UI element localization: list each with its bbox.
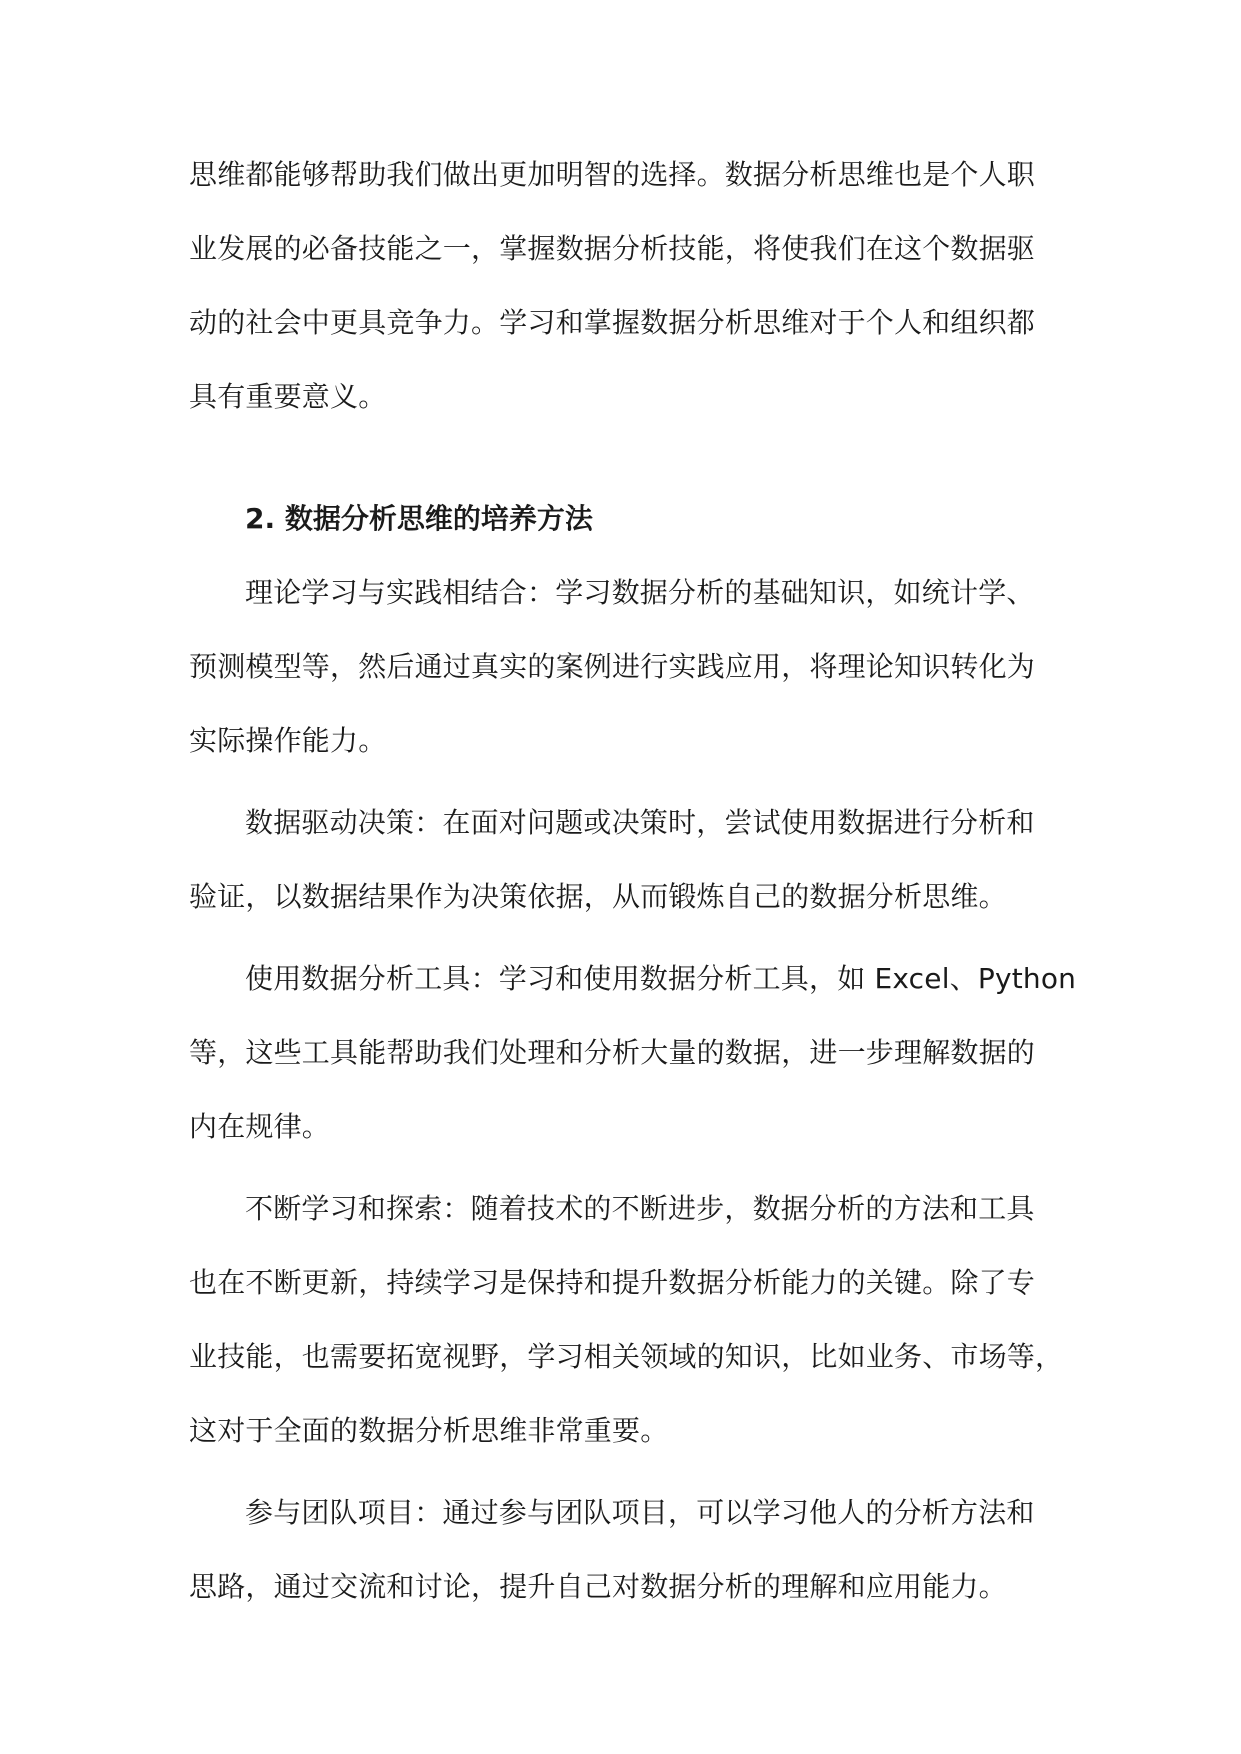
text-line: 使用数据分析工具：学习和使用数据分析工具，如 Excel、Python [245, 962, 1077, 995]
text-line: 业发展的必备技能之一，掌握数据分析技能，将使我们在这个数据驱 [189, 232, 1036, 265]
text-line: 参与团队项目：通过参与团队项目，可以学习他人的分析方法和 [245, 1496, 1035, 1529]
text-line: 实际操作能力。 [189, 724, 387, 757]
text-line: 理论学习与实践相结合：学习数据分析的基础知识，如统计学、 [245, 576, 1035, 609]
paragraph-theory-practice [189, 556, 1051, 778]
text-line: 验证，以数据结果作为决策依据，从而锻炼自己的数据分析思维。 [189, 880, 1007, 913]
section-heading: 2. 数据分析思维的培养方法 [245, 502, 593, 535]
paragraph-team-projects [189, 1476, 1051, 1624]
paragraph-intro [189, 138, 1051, 434]
text-line: 思维都能够帮助我们做出更加明智的选择。数据分析思维也是个人职 [189, 158, 1036, 191]
text-line: 思路，通过交流和讨论，提升自己对数据分析的理解和应用能力。 [189, 1570, 1007, 1603]
text-line: 不断学习和探索：随着技术的不断进步，数据分析的方法和工具 [245, 1192, 1035, 1225]
text-line: 内在规律。 [189, 1110, 331, 1143]
paragraph-continuous-learning [189, 1172, 1064, 1468]
text-line: 数据驱动决策：在面对问题或决策时，尝试使用数据进行分析和 [245, 806, 1035, 839]
text-line: 动的社会中更具竞争力。学习和掌握数据分析思维对于个人和组织都 [189, 306, 1036, 339]
text-line: 业技能，也需要拓宽视野，学习相关领域的知识，比如业务、市场等， [189, 1340, 1064, 1373]
paragraph-data-driven-decision [189, 786, 1051, 934]
document-body [189, 138, 1077, 1624]
text-line: 具有重要意义。 [189, 380, 387, 413]
paragraph-analysis-tools [189, 942, 1077, 1164]
text-line: 这对于全面的数据分析思维非常重要。 [189, 1414, 669, 1447]
text-line: 预测模型等，然后通过真实的案例进行实践应用，将理论知识转化为 [189, 650, 1036, 683]
text-line: 也在不断更新，持续学习是保持和提升数据分析能力的关键。除了专 [189, 1266, 1036, 1299]
text-line: 等，这些工具能帮助我们处理和分析大量的数据，进一步理解数据的 [189, 1036, 1036, 1069]
